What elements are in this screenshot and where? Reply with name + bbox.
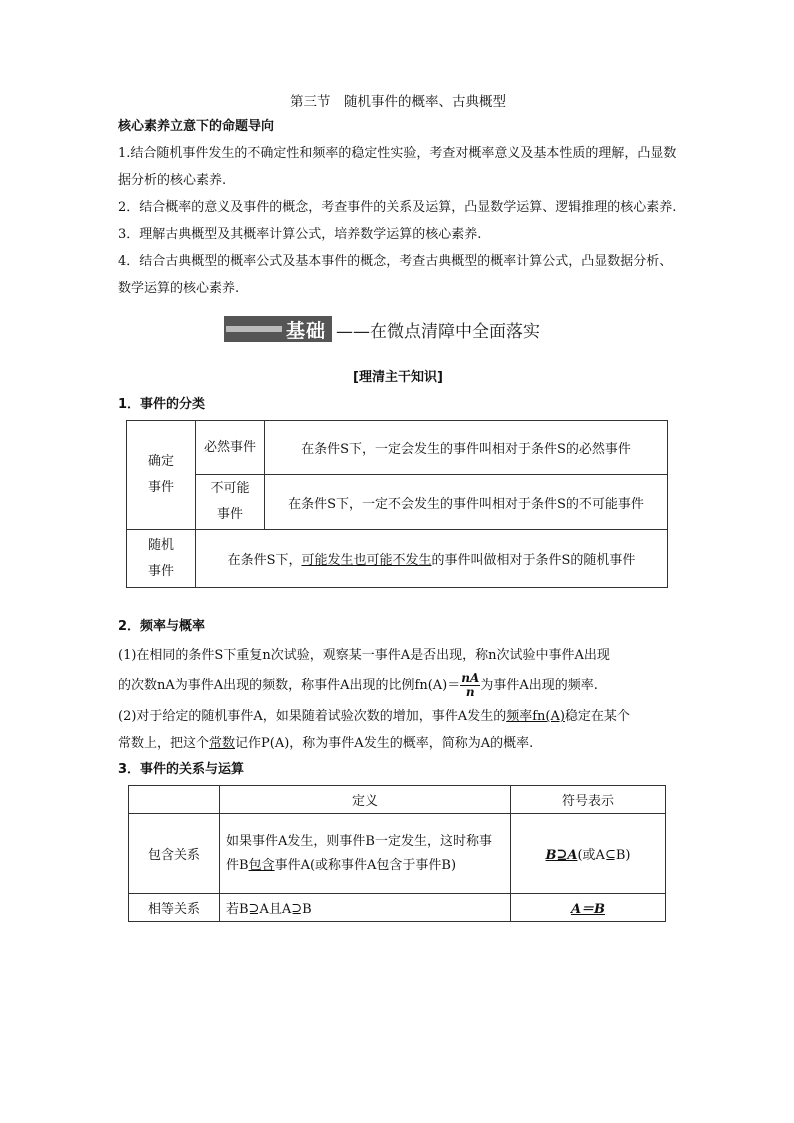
freq-para-2b [118,730,678,757]
freq-para-2b-underlined: 常数 [209,736,236,751]
inclusion-symbol-alt: (或A⊆B) [577,848,631,863]
equality-def: 若B⊇A且A⊇B [220,894,511,922]
core-item-3: 3．理解古典概型及其概率计算公式，培养数学运算的核心素养. [118,227,482,242]
basics-banner [224,314,678,344]
freq-para-2a [118,703,678,730]
freq-para-1b-pre: 的次数nA为事件A出现的频数，称事件A出现的比例fn(A)＝ [118,678,461,693]
random-def [196,530,668,588]
random-def-post: 的事件叫做相对于条件S的随机事件 [431,553,636,568]
fraction-denominator: n [465,685,475,699]
random-label-cell [127,530,196,588]
sure-label-cell [196,421,265,475]
core-item-1: 1.结合随机事件发生的不确定性和频率的稳定性实验，考查对概率意义及基本性质的理解，凸显数据分析的核心素养. [118,146,677,188]
section2-heading: 2．频率与概率 [118,619,206,634]
equality-label: 相等关系 [129,894,220,922]
event-relations-table [128,785,666,922]
freq-para-1a: (1)在相同的条件S下重复n次试验，观察某一事件A是否出现，称n次试验中事件A出现 [118,648,610,663]
core-item-4: 4．结合古典概型的概率公式及基本事件的概念，考查古典概型的概率计算公式，凸显数据分析、数学运算的核心素养. [118,254,673,296]
fraction-numerator: nA [461,671,480,685]
equality-symbol-cell [511,894,666,922]
header-empty [129,786,220,814]
random-def-underlined: 可能发生也可能不发生 [301,553,432,568]
freq-para-2a-pre: (2)对于给定的随机事件A，如果随着试验次数的增加，事件A发生的 [118,709,507,724]
inclusion-label: 包含关系 [129,814,220,894]
section1-heading: 1．事件的分类 [118,397,206,412]
inclusion-def [220,814,511,894]
inclusion-symbol [511,814,666,894]
event-classification-table [126,420,668,588]
banner-label-box [224,316,332,342]
freq-para-1b-post: 为事件A出现的频率. [480,678,598,693]
inclusion-def-pre: 如果事件A发生，则事件B一定发生，这时称事件B [226,833,492,873]
core-heading: 核心素养立意下的命题导向 [118,119,275,134]
knowledge-subhead: [理清主干知识] [353,370,443,385]
frequency-fraction [460,672,480,699]
core-item-2: 2．结合概率的意义及事件的概念，考查事件的关系及运算，凸显数学运算、逻辑推理的核心素养. [118,200,677,215]
impossible-label: 不可能事件 [210,481,250,522]
header-definition: 定义 [220,786,511,814]
freq-para-2a-underlined: 频率fn(A) [506,709,565,724]
random-label: 随机事件 [147,537,174,579]
impossible-label-cell [196,475,265,530]
inclusion-symbol-main: B⊇A [545,848,578,863]
header-symbol: 符号表示 [511,786,666,814]
banner-subtitle: ——在微点清障中全面落实 [336,321,541,342]
freq-para-2b-post: 记作P(A)，称为事件A发生的概率，简称为A的概率. [235,736,534,751]
random-def-pre: 在条件S下， [227,553,302,568]
section3-heading: 3．事件的关系与运算 [118,762,245,777]
group-label: 确定事件 [147,454,174,495]
freq-para-2b-pre: 常数上，把这个 [118,736,210,751]
banner-key: 基础 [286,319,327,342]
section-title: 第三节 随机事件的概率、古典概型 [290,94,506,110]
document-page [118,92,678,922]
freq-para-2a-post: 稳定在某个 [564,709,630,724]
impossible-def: 在条件S下，一定不会发生的事件叫相对于条件S的不可能事件 [265,475,668,530]
sure-def: 在条件S下，一定会发生的事件叫相对于条件S的必然事件 [265,421,668,475]
freq-para-1b [118,669,678,703]
inclusion-def-post: 事件A(或称事件A包含于事件B) [274,857,457,873]
inclusion-def-underlined: 包含 [248,857,275,873]
equality-symbol: A＝B [570,902,606,917]
banner-stripe [226,326,282,332]
sure-label: 必然事件 [203,439,256,455]
group-label-cell [127,421,196,530]
